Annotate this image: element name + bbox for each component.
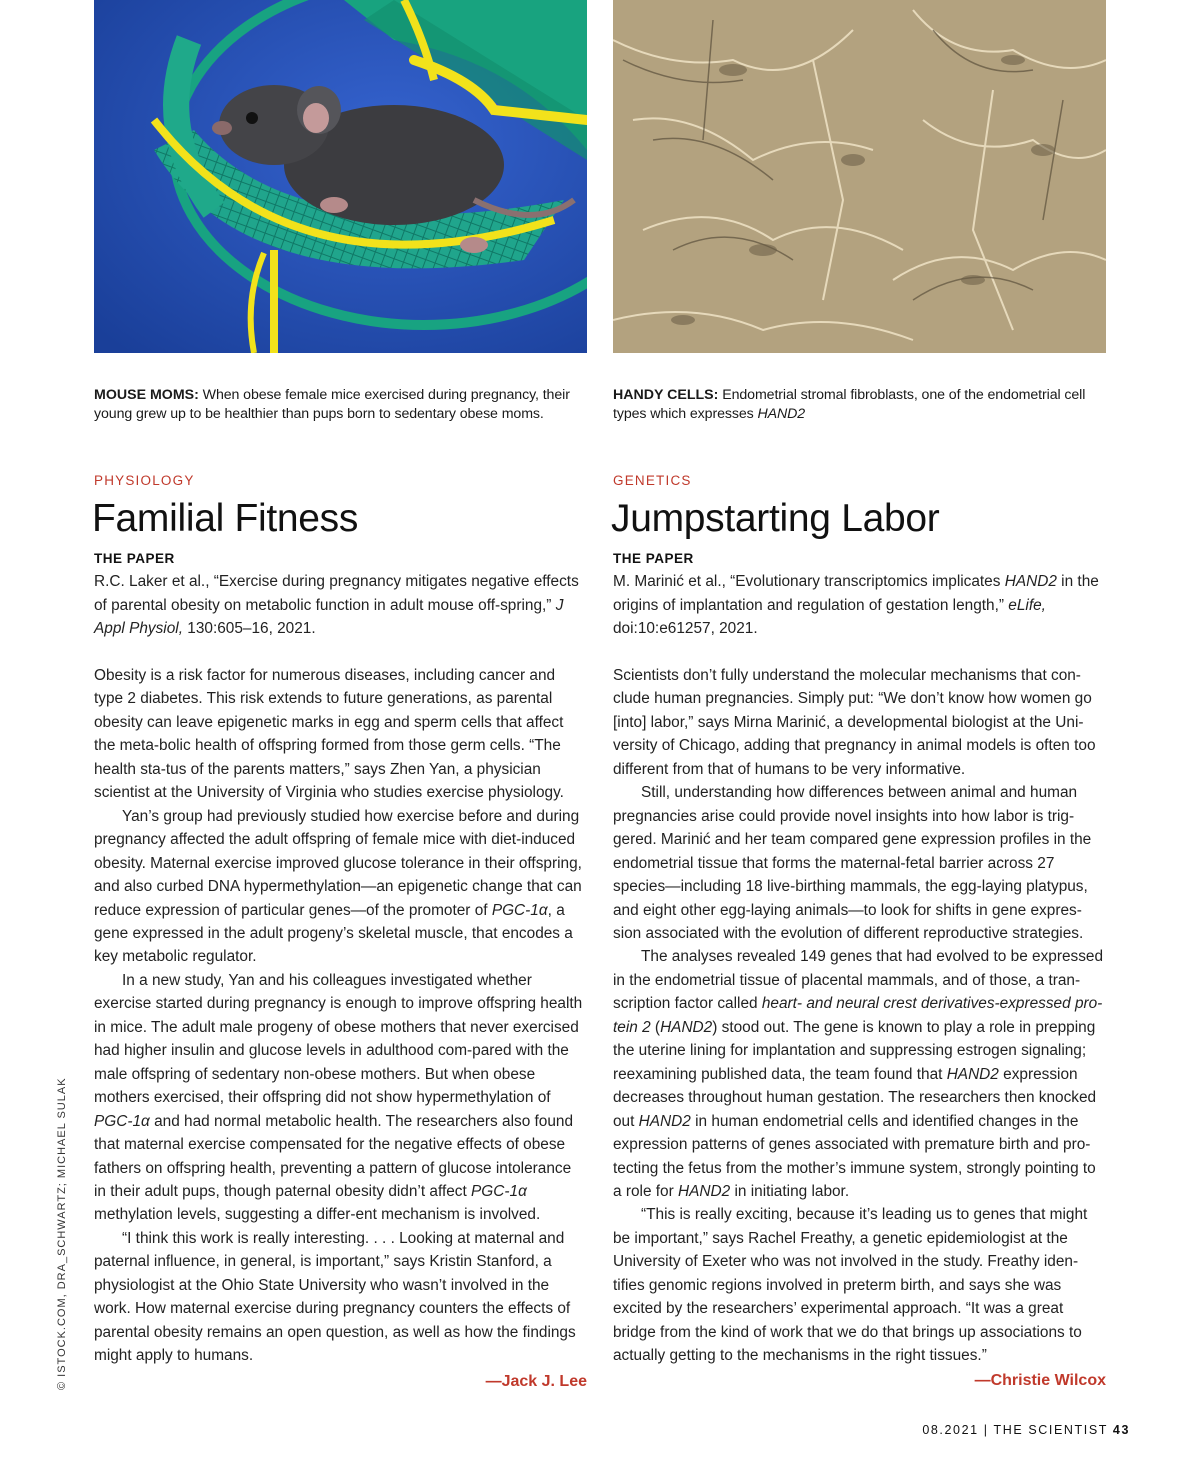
author-byline-left: —Jack J. Lee <box>485 1373 587 1390</box>
mouse-wheel-photo <box>94 0 587 353</box>
paper-citation-left <box>94 570 587 641</box>
gene-name: PGC-1α <box>94 1112 150 1130</box>
body-text: in initiating labor. <box>730 1182 850 1200</box>
body-paragraph <box>613 945 1106 1203</box>
article-headline-left: Familial Fitness <box>92 497 359 540</box>
photo-caption-right <box>613 386 1106 424</box>
mouse-wheel-illustration <box>94 0 587 353</box>
gene-name: HAND2 <box>946 1065 999 1083</box>
body-paragraph: “This is really exciting, because it’s leading us to genes that might be important,” says Rachel Freathy, a genetic epidemiologist at the University of Exeter who was not involved in the study. Freathy iden-tifies genomic regions involved in preterm birth, and says she was excited by the researchers’ experimental approach. “It was a great bridge from the kind of work that we do that brings up associations to actually getting to the mechanisms in the right tissues.” <box>613 1206 1088 1365</box>
fibroblast-micrograph-photo <box>613 0 1106 353</box>
body-paragraph <box>94 969 587 1227</box>
paper-citation-right <box>613 570 1106 641</box>
body-text: In a new study, Yan and his colleagues investigated whether exercise started during pregnancy is enough to improve offspring health in mice. The adult male progeny of obese mothers that never exercised had higher insulin and glucose levels in adulthood com-pared with the male offspring of sedentary non-obese mothers. But when obese mothers exercised, their offspring did not show hypermethylation of <box>94 971 583 1107</box>
paper-label: THE PAPER <box>94 551 175 566</box>
body-text: , a gene expressed in the adult progeny’s skeletal muscle, that encodes a key metabolic regulator. <box>94 901 573 966</box>
caption-lead: HANDY CELLS: <box>613 387 719 403</box>
body-text: in human endometrial cells and identified changes in the expression patterns of genes associated with premature birth and pro-tecting the fetus from the mother’s immune system, strongly pointing to a role for <box>613 1112 1096 1200</box>
citation-journal: eLife, <box>1008 596 1046 614</box>
gene-name: HAND2 <box>660 1018 713 1036</box>
body-text: ( <box>650 1018 661 1036</box>
issue-label: 08.2021 | THE SCIENTIST <box>922 1423 1113 1437</box>
gene-name: PGC-1α <box>491 901 548 919</box>
body-paragraph <box>94 805 587 969</box>
citation-text: 130:605–16, 2021. <box>182 620 316 637</box>
article-body-right <box>613 664 1106 1368</box>
caption-text: When obese female mice exercised during pregnancy, their young grew up to be healthier than pups born to sedentary obese moms. <box>94 387 570 422</box>
section-tag-physiology: PHYSIOLOGY <box>94 473 195 488</box>
citation-gene: HAND2 <box>1004 573 1057 590</box>
paper-label: THE PAPER <box>613 551 694 566</box>
caption-gene: HAND2 <box>757 406 806 422</box>
citation-text: M. Marinić et al., “Evolutionary transcriptomics implicates <box>613 573 1005 590</box>
body-text: methylation levels, suggesting a differ-ent mechanism is involved. <box>94 1206 541 1224</box>
section-tag-genetics: GENETICS <box>613 473 692 488</box>
citation-journal: J Appl Physiol, <box>94 596 564 637</box>
gene-name: PGC-1α <box>471 1182 527 1200</box>
author-byline-right: —Christie Wilcox <box>974 1372 1106 1389</box>
body-text: Yan’s group had previously studied how exercise before and during pregnancy affected the adult offspring of female mice with diet-induced obesity. Maternal exercise improved glucose tolerance in their offspring, and also curbed DNA hypermethylation—an epigenetic change that can reduce expression of particular genes—of the promoter of <box>94 807 582 919</box>
photo-credit: © ISTOCK.COM, DRA_SCHWARTZ; MICHAEL SULAK <box>56 1077 68 1390</box>
body-text: expression decreases throughout human gestation. The researchers then knocked out <box>613 1065 1097 1130</box>
body-text: The analyses revealed 149 genes that had evolved to be expressed in the endometrial tissue of placental mammals, and of those, a tran-scription factor called <box>613 948 1104 1013</box>
page-folio <box>922 1423 1130 1437</box>
body-paragraph: Still, understanding how differences between animal and human pregnancies arise could provide novel insights into how labor is trig-gered. Marinić and her team compared gene expression profiles in the endometrial tissue that forms the maternal-fetal barrier across 27 species—including 18 live-birthing mammals, the egg-laying platypus, and eight other egg-laying animals—to look for shifts in gene expres-sion associated with the evolution of different reproductive strategies. <box>613 784 1092 942</box>
body-text: ) stood out. The gene is known to play a role in prepping the uterine lining for implantation and suppressing estrogen signaling; reexamining published data, the team found that <box>613 1018 1096 1083</box>
gene-name: HAND2 <box>678 1182 731 1200</box>
article-headline-right: Jumpstarting Labor <box>611 497 940 540</box>
citation-text: doi:10:e61257, 2021. <box>613 620 758 637</box>
page-number: 43 <box>1112 1423 1130 1437</box>
photo-caption-left <box>94 386 587 424</box>
body-paragraph: Obesity is a risk factor for numerous diseases, including cancer and type 2 diabetes. This risk extends to future generations, as parental obesity can leave epigenetic marks in egg and sperm cells that affect the meta-bolic health of offspring formed from those germ cells. “The health sta-tus of the parents matters,” says Zhen Yan, a physician scientist at the University of Virginia who studies exercise physiology. <box>94 667 564 802</box>
article-body-left <box>94 664 587 1368</box>
gene-name: HAND2 <box>638 1112 691 1130</box>
body-text: and had normal metabolic health. The researchers also found that maternal exercise compensated for the negative effects of obese fathers on offspring health, preventing a pattern of glucose intolerance in their adult pups, though paternal obesity didn’t affect <box>94 1112 574 1200</box>
micrograph-illustration <box>613 0 1106 353</box>
body-paragraph: Scientists don’t fully understand the molecular mechanisms that con-clude human pregnancies. Simply put: “We don’t know how women go [into] labor,” says Mirna Marinić, a developmental biologist at the Uni-versity of Chicago, adding that pregnancy in animal models is often too different from that of humans to be very informative. <box>613 667 1096 778</box>
citation-text: in the origins of implantation and regulation of gestation length,” <box>613 573 1099 614</box>
body-paragraph: “I think this work is really interesting. . . . Looking at maternal and paternal influence, in general, is important,” says Kristin Stanford, a physiologist at the Ohio State University who wasn’t involved in the work. How maternal exercise during pregnancy counters the effects of parental obesity remains an open question, as well as how the findings might apply to humans. <box>94 1229 576 1365</box>
caption-text: Endometrial stromal fibroblasts, one of the endometrial cell types which expresses <box>613 387 1086 422</box>
citation-text: R.C. Laker et al., “Exercise during pregnancy mitigates negative effects of parental obesity on metabolic function in adult mouse off-spring,” <box>94 573 579 614</box>
caption-lead: MOUSE MOMS: <box>94 387 199 403</box>
gene-full-name: heart- and neural crest derivatives-expressed pro-tein 2 <box>613 995 1103 1036</box>
